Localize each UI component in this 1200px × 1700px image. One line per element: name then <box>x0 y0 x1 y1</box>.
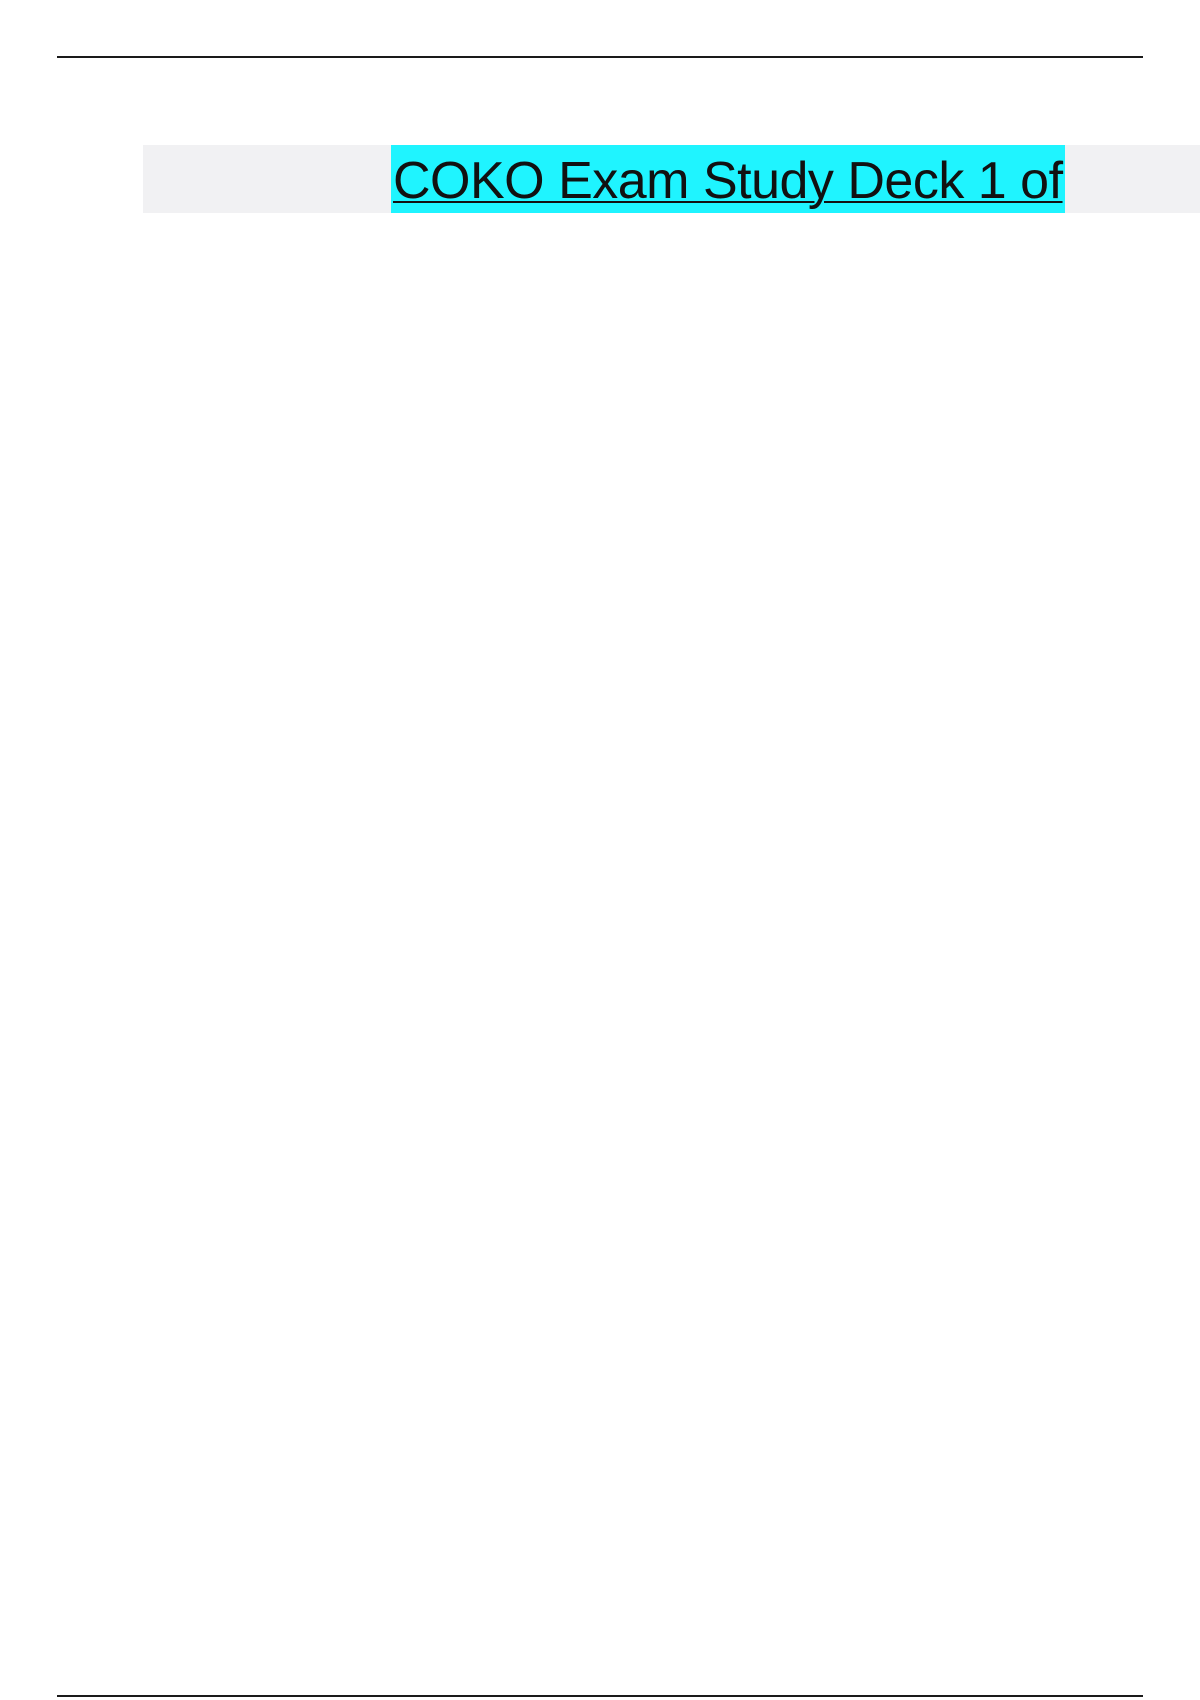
bottom-rule <box>57 1695 1143 1697</box>
top-rule <box>57 56 1143 58</box>
title-band <box>143 145 1200 213</box>
page-title: COKO Exam Study Deck 1 of <box>391 145 1065 213</box>
